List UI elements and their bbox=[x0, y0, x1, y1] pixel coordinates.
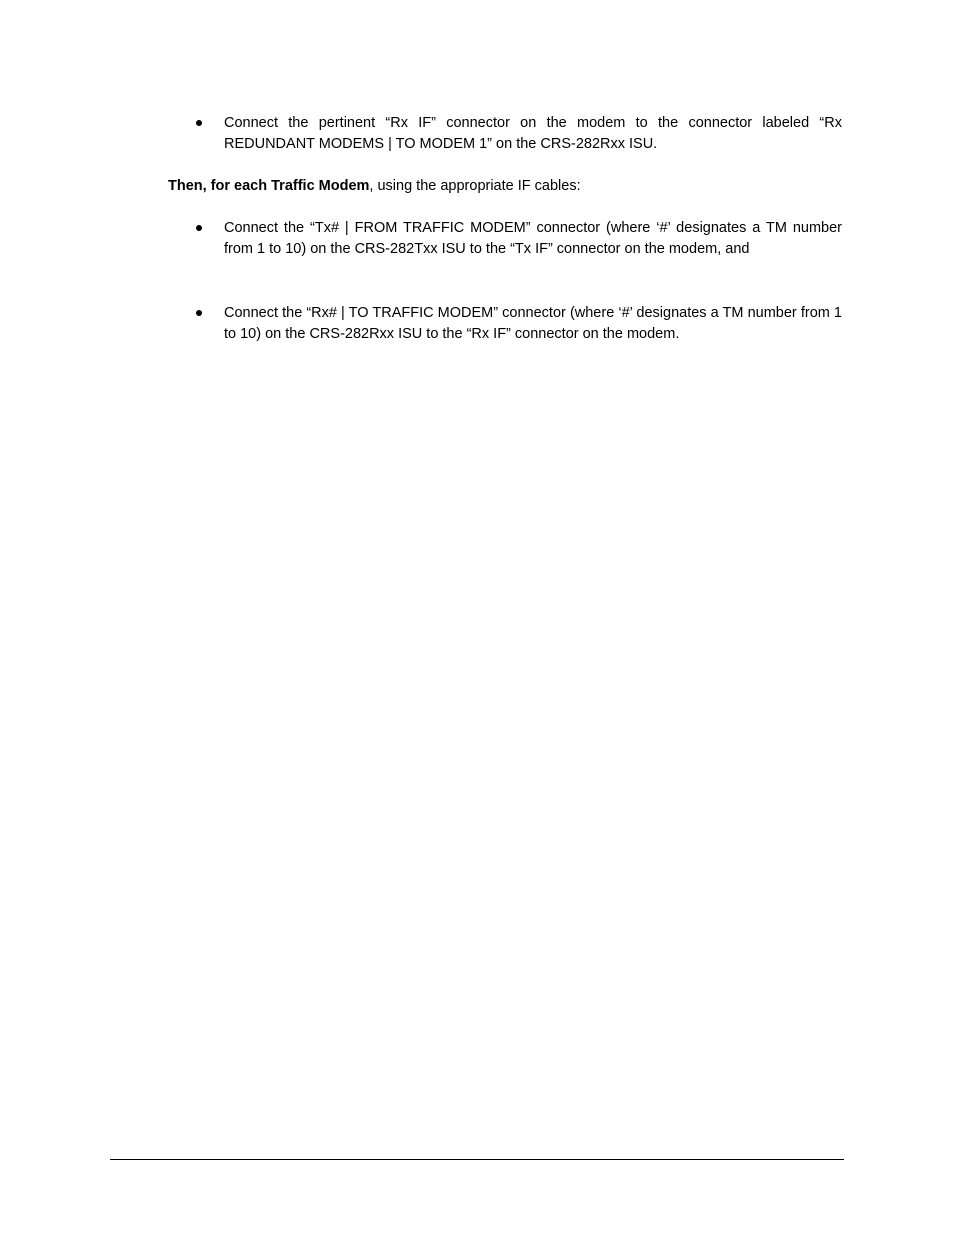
bullet-item-tx-traffic bbox=[224, 218, 842, 260]
footer-divider bbox=[110, 1159, 844, 1160]
bullet-icon bbox=[196, 225, 202, 231]
bullet-item-rx-redundant bbox=[224, 113, 842, 155]
bullet-text: Connect the “Tx# | FROM TRAFFIC MODEM” connector (where ‘#’ designates a TM number from 1 to 10) on the CRS-282Txx ISU to the “Tx IF” connector on the modem, and bbox=[224, 220, 842, 257]
bullet-icon bbox=[196, 310, 202, 316]
intro-rest-text: , using the appropriate IF cables: bbox=[369, 178, 581, 194]
bullet-text: Connect the pertinent “Rx IF” connector on the modem to the connector labeled “Rx REDUNDANT MODEMS | TO MODEM 1” on the CRS-282Rxx ISU. bbox=[224, 115, 842, 152]
bullet-text: Connect the “Rx# | TO TRAFFIC MODEM” connector (where ‘#’ designates a TM number from 1 to 10) on the CRS-282Rxx ISU to the “Rx IF” connector on the modem. bbox=[224, 305, 842, 342]
intro-paragraph bbox=[168, 176, 842, 197]
bullet-icon bbox=[196, 120, 202, 126]
intro-bold-text: Then, for each Traffic Modem bbox=[168, 178, 370, 194]
bullet-item-rx-traffic bbox=[224, 303, 842, 345]
